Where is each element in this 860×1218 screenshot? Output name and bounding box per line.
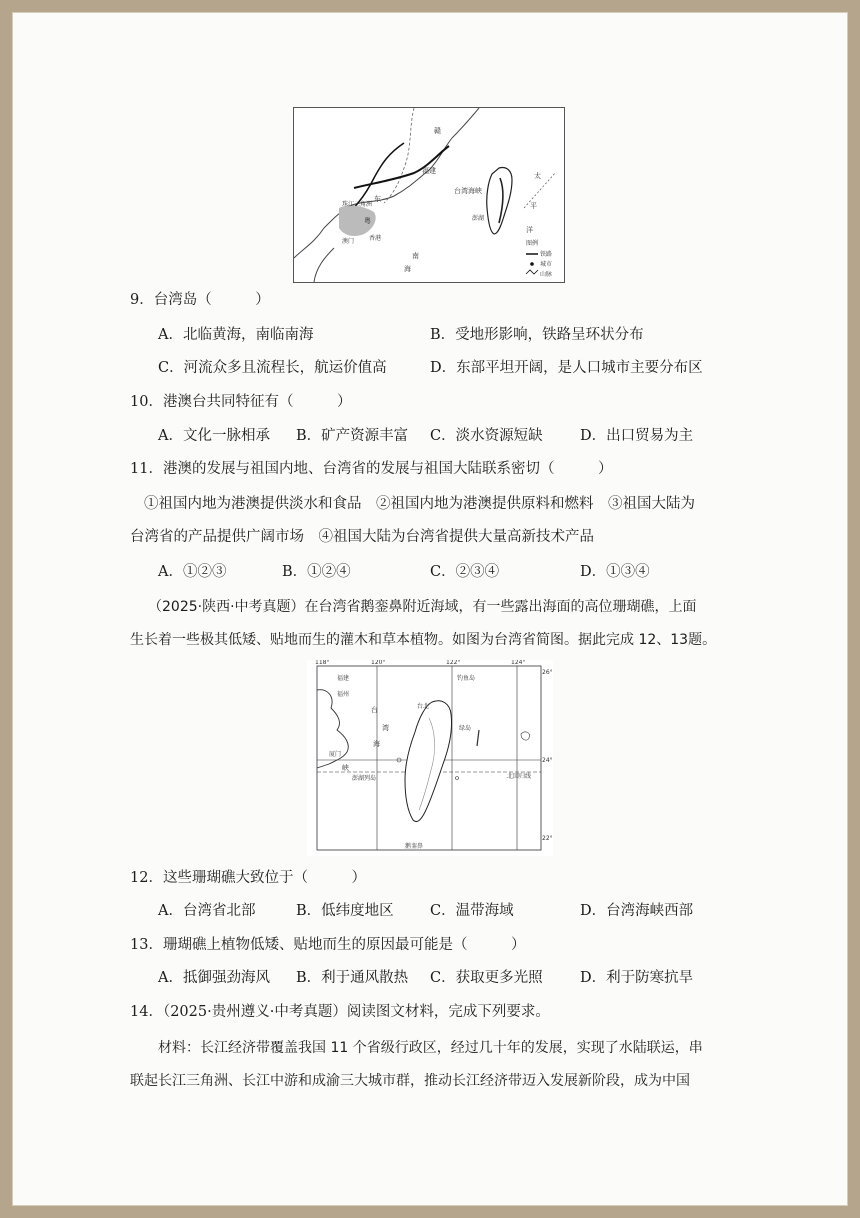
legend-city-swatch: [530, 262, 534, 266]
q11-line2: ①祖国内地为港澳提供淡水和食品 ②祖国内地为港澳提供原料和燃料 ③祖国大陆为: [144, 496, 695, 512]
q11-option-a[interactable]: A．①②③: [158, 564, 227, 580]
label-nan: 南: [412, 252, 419, 260]
q13-option-d[interactable]: D．利于防寒抗旱: [580, 970, 694, 986]
tick-124: 124°: [511, 660, 526, 666]
label-ping: 平: [530, 202, 537, 210]
label-diaoyu: 钓鱼岛: [457, 675, 476, 682]
q10-option-b[interactable]: B．矿产资源丰富: [296, 428, 409, 444]
q11-option-b[interactable]: B．①②④: [282, 564, 351, 580]
label-hai: 海: [404, 265, 411, 273]
label-xiamen: 厦门: [329, 751, 342, 758]
q9-option-a[interactable]: A．北临黄海，南临南海: [158, 327, 314, 343]
q13-option-c[interactable]: C．获取更多光照: [430, 970, 543, 986]
q12-option-b[interactable]: B．低纬度地区: [296, 903, 394, 919]
label-penghu-map2: 澎湖列岛: [352, 775, 377, 782]
q10-stem: 10．港澳台共同特征有（ ）: [130, 394, 352, 410]
q14-stem: 14．（2025·贵州遵义·中考真题）阅读图文材料，完成下列要求。: [130, 1004, 550, 1020]
q11-option-c[interactable]: C．②③④: [430, 564, 500, 580]
q13-option-b[interactable]: B．利于通风散热: [296, 970, 409, 986]
label-lvdao: 绿岛: [459, 725, 472, 732]
label-yang: 洋: [526, 226, 533, 234]
q12-option-d[interactable]: D．台湾海峡西部: [580, 903, 694, 919]
tick-118: 118°: [315, 660, 330, 666]
q10-option-c[interactable]: C．淡水资源短缺: [430, 428, 543, 444]
tick-24: 24°: [542, 757, 553, 764]
map-southeast-coast-svg: [294, 108, 564, 282]
tick-22: 22°: [542, 835, 553, 842]
passage-line1: （2025·陕西·中考真题）在台湾省鹅銮鼻附近海域，有一些露出海面的高位珊瑚礁，上面: [148, 599, 697, 615]
label-tai: 太: [534, 172, 541, 180]
label-wan: 湾: [382, 724, 389, 732]
label-fujian: 福建: [422, 167, 436, 175]
label-hongkong: 香港: [369, 235, 382, 242]
legend-rail: 铁路: [540, 251, 553, 258]
coastline-west: [314, 248, 334, 282]
label-xia: 峡: [342, 764, 349, 772]
q12-option-c[interactable]: C．温带海域: [430, 903, 514, 919]
label-fuzhou: 福州: [337, 691, 350, 698]
q9-stem: 9．台湾岛（ ）: [130, 292, 270, 308]
q14-material-line2: 联起长江三角洲、长江中游和成渝三大城市群，推动长江经济带迈入发展新阶段，成为中国: [130, 1073, 690, 1089]
q9-option-d[interactable]: D．东部平坦开阔，是人口城市主要分布区: [430, 360, 703, 376]
q9-option-b[interactable]: B．受地形影响，铁路呈环状分布: [430, 327, 644, 343]
q11-line3: 台湾省的产品提供广阔市场 ④祖国大陆为台湾省提供大量高新技术产品: [130, 529, 594, 545]
coastline: [294, 108, 479, 258]
label-dong: 东: [374, 195, 381, 203]
label-taibei: 台北: [417, 703, 430, 710]
label-tai: 台: [371, 706, 378, 714]
q11-option-d[interactable]: D．①③④: [580, 564, 650, 580]
map-southeast-coast: [293, 107, 565, 283]
legend-mountain: 山脉: [540, 271, 553, 278]
label-fujian-map2: 福建: [337, 675, 350, 682]
map-taiwan-svg: [307, 660, 553, 856]
passage-line2: 生长着一些极其低矮、贴地而生的灌木和草本植物。如图为台湾省简图。据此完成 12、13题。: [130, 632, 717, 648]
label-gan: 赣: [434, 127, 441, 135]
q11-stem: 11．港澳的发展与祖国内地、台湾省的发展与祖国大陆联系密切（ ）: [130, 461, 613, 477]
label-penghu: 澎湖: [472, 215, 485, 222]
label-zhujiang: 珠江三角洲: [342, 201, 373, 208]
label-tropic: 北回归线: [507, 773, 532, 780]
label-eluanbi: 鹅銮鼻: [405, 843, 424, 850]
label-hai: 海: [373, 740, 380, 748]
tick-120: 120°: [371, 660, 386, 666]
q9-option-c[interactable]: C．河流众多且流程长，航运价值高: [158, 360, 387, 376]
legend-mountain-swatch: [526, 270, 538, 274]
q13-stem: 13．珊瑚礁上植物低矮、贴地而生的原因最可能是（ ）: [130, 937, 526, 953]
q10-option-d[interactable]: D．出口贸易为主: [580, 428, 694, 444]
q14-material-line1: 材料：长江经济带覆盖我国 11 个省级行政区，经过几十年的发展，实现了水陆联运，串: [158, 1040, 703, 1056]
label-yue: 粤: [364, 217, 371, 225]
label-taiwan-strait: 台湾海峡: [454, 187, 482, 195]
q13-option-a[interactable]: A．抵御强劲海风: [158, 970, 270, 986]
q12-option-a[interactable]: A．台湾省北部: [158, 903, 256, 919]
q10-option-a[interactable]: A．文化一脉相承: [158, 428, 270, 444]
tick-122: 122°: [446, 660, 461, 666]
legend-title: 图例: [526, 240, 539, 247]
map-taiwan: [307, 660, 553, 856]
legend-city: 城市: [540, 261, 553, 268]
taiwan-island: [487, 168, 512, 235]
tick-26: 26°: [542, 669, 553, 676]
q12-stem: 12．这些珊瑚礁大致位于（ ）: [130, 870, 366, 886]
label-macau: 澳门: [342, 238, 355, 245]
